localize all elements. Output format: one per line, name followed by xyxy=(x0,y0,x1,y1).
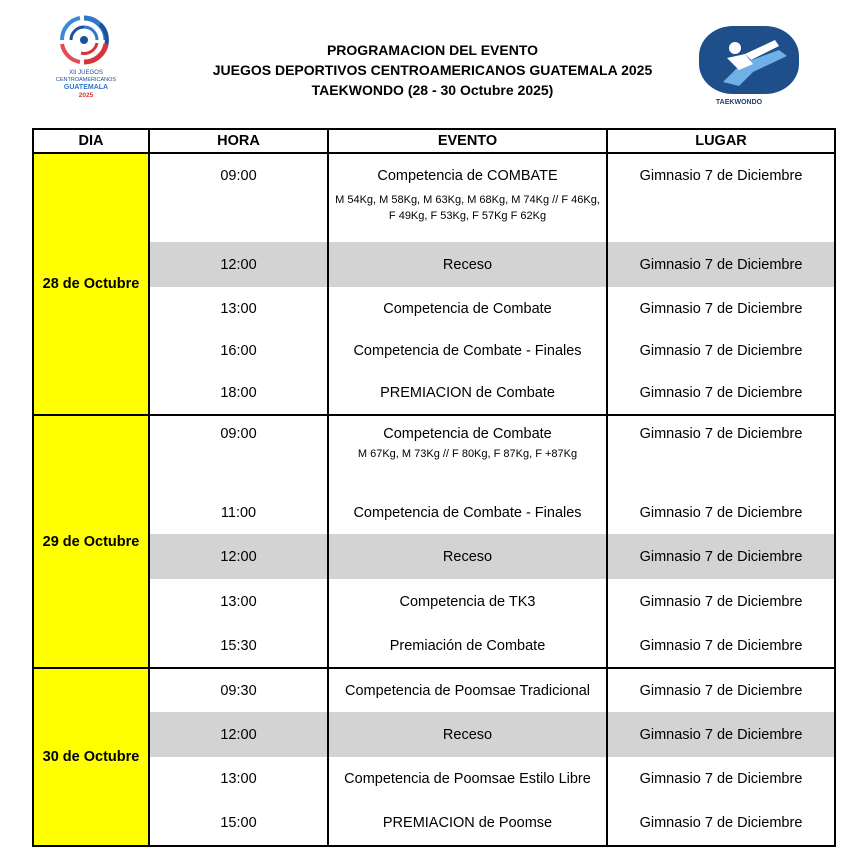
evento-cell: Competencia de Combate - Finales xyxy=(328,491,607,534)
lugar-cell: Gimnasio 7 de Diciembre xyxy=(607,330,835,371)
evento-cell: Receso xyxy=(328,712,607,757)
table-row xyxy=(33,712,835,757)
hora-cell: 12:00 xyxy=(149,242,328,287)
hora-cell: 12:00 xyxy=(149,712,328,757)
evento-cell: PREMIACION de Poomse xyxy=(328,801,607,846)
hora-cell: 15:00 xyxy=(149,801,328,846)
table-row xyxy=(33,579,835,624)
day-cell-29: 29 de Octubre xyxy=(33,415,149,668)
schedule-table xyxy=(32,128,836,847)
header-line-2: JUEGOS DEPORTIVOS CENTROAMERICANOS GUATEMALA 2025 xyxy=(212,62,653,78)
lugar-cell: Gimnasio 7 de Diciembre xyxy=(607,801,835,846)
lugar-cell: Gimnasio 7 de Diciembre xyxy=(607,624,835,668)
lugar-cell: Gimnasio 7 de Diciembre xyxy=(607,415,835,491)
evento-title: Competencia de Combate xyxy=(383,426,552,442)
header-hora: HORA xyxy=(149,129,328,153)
hora-cell: 18:00 xyxy=(149,371,328,415)
document-header xyxy=(170,40,695,100)
lugar-cell: Gimnasio 7 de Diciembre xyxy=(607,371,835,415)
lugar-cell: Gimnasio 7 de Diciembre xyxy=(607,712,835,757)
evento-cell: Competencia de Combate - Finales xyxy=(328,330,607,371)
logo-line3: GUATEMALA xyxy=(63,84,109,91)
hora-cell: 15:30 xyxy=(149,624,328,668)
lugar-cell: Gimnasio 7 de Diciembre xyxy=(607,757,835,801)
hora-cell: 09:00 xyxy=(149,415,328,491)
evento-cell: Competencia de Combate xyxy=(328,287,607,330)
taekwondo-logo-label: TAEKWONDO xyxy=(715,99,763,106)
lugar-cell: Gimnasio 7 de Diciembre xyxy=(607,668,835,712)
table-row xyxy=(33,668,835,712)
hora-cell: 13:00 xyxy=(149,287,328,330)
header-evento: EVENTO xyxy=(328,129,607,153)
header-lugar: LUGAR xyxy=(607,129,835,153)
evento-cell: Receso xyxy=(328,534,607,579)
table-row xyxy=(33,242,835,287)
header-line-3: TAEKWONDO (28 - 30 Octubre 2025) xyxy=(311,82,554,98)
table-row xyxy=(33,534,835,579)
lugar-cell: Gimnasio 7 de Diciembre xyxy=(607,242,835,287)
table-row xyxy=(33,330,835,371)
header-line-1: PROGRAMACION DEL EVENTO xyxy=(326,42,539,58)
table-row xyxy=(33,287,835,330)
table-row xyxy=(33,491,835,534)
hora-cell: 11:00 xyxy=(149,491,328,534)
games-logo-mark xyxy=(46,10,126,100)
hora-cell: 09:00 xyxy=(149,153,328,242)
evento-cell xyxy=(328,153,607,242)
logo-line2: CENTROAMERICANOS xyxy=(55,77,117,83)
logo-line4: 2025 xyxy=(78,92,94,99)
hora-cell: 09:30 xyxy=(149,668,328,712)
evento-cell: Competencia de Poomsae Tradicional xyxy=(328,668,607,712)
evento-cell xyxy=(328,415,607,491)
table-row xyxy=(33,757,835,801)
evento-cell: Premiación de Combate xyxy=(328,624,607,668)
evento-cell: Receso xyxy=(328,242,607,287)
lugar-cell: Gimnasio 7 de Diciembre xyxy=(607,579,835,624)
table-row xyxy=(33,153,835,242)
logo-line1: XII JUEGOS xyxy=(69,70,103,76)
table-row xyxy=(33,371,835,415)
games-logo xyxy=(46,10,126,100)
weight-categories: M 67Kg, M 73Kg // F 80Kg, F 87Kg, F +87Kg xyxy=(357,448,578,460)
evento-cell: Competencia de Poomsae Estilo Libre xyxy=(328,757,607,801)
lugar-cell: Gimnasio 7 de Diciembre xyxy=(607,491,835,534)
evento-title: Competencia de COMBATE xyxy=(377,168,558,184)
hora-cell: 12:00 xyxy=(149,534,328,579)
header-dia: DIA xyxy=(33,129,149,153)
lugar-cell: Gimnasio 7 de Diciembre xyxy=(607,287,835,330)
day-cell-28: 28 de Octubre xyxy=(33,153,149,415)
hora-cell: 13:00 xyxy=(149,757,328,801)
hora-cell: 16:00 xyxy=(149,330,328,371)
taekwondo-logo xyxy=(695,24,805,108)
taekwondo-logo-mark xyxy=(695,24,805,108)
table-row xyxy=(33,624,835,668)
weight-categories: M 54Kg, M 58Kg, M 63Kg, M 68Kg, M 74Kg // F 46Kg, F 49Kg, F 53Kg, F 57Kg F 62Kg xyxy=(335,194,600,222)
table-row xyxy=(33,415,835,491)
evento-cell: Competencia de TK3 xyxy=(328,579,607,624)
lugar-cell: Gimnasio 7 de Diciembre xyxy=(607,534,835,579)
evento-cell: PREMIACION de Combate xyxy=(328,371,607,415)
hora-cell: 13:00 xyxy=(149,579,328,624)
table-row xyxy=(33,801,835,846)
day-cell-30: 30 de Octubre xyxy=(33,668,149,846)
table-header-row xyxy=(33,129,835,153)
lugar-cell: Gimnasio 7 de Diciembre xyxy=(607,153,835,242)
